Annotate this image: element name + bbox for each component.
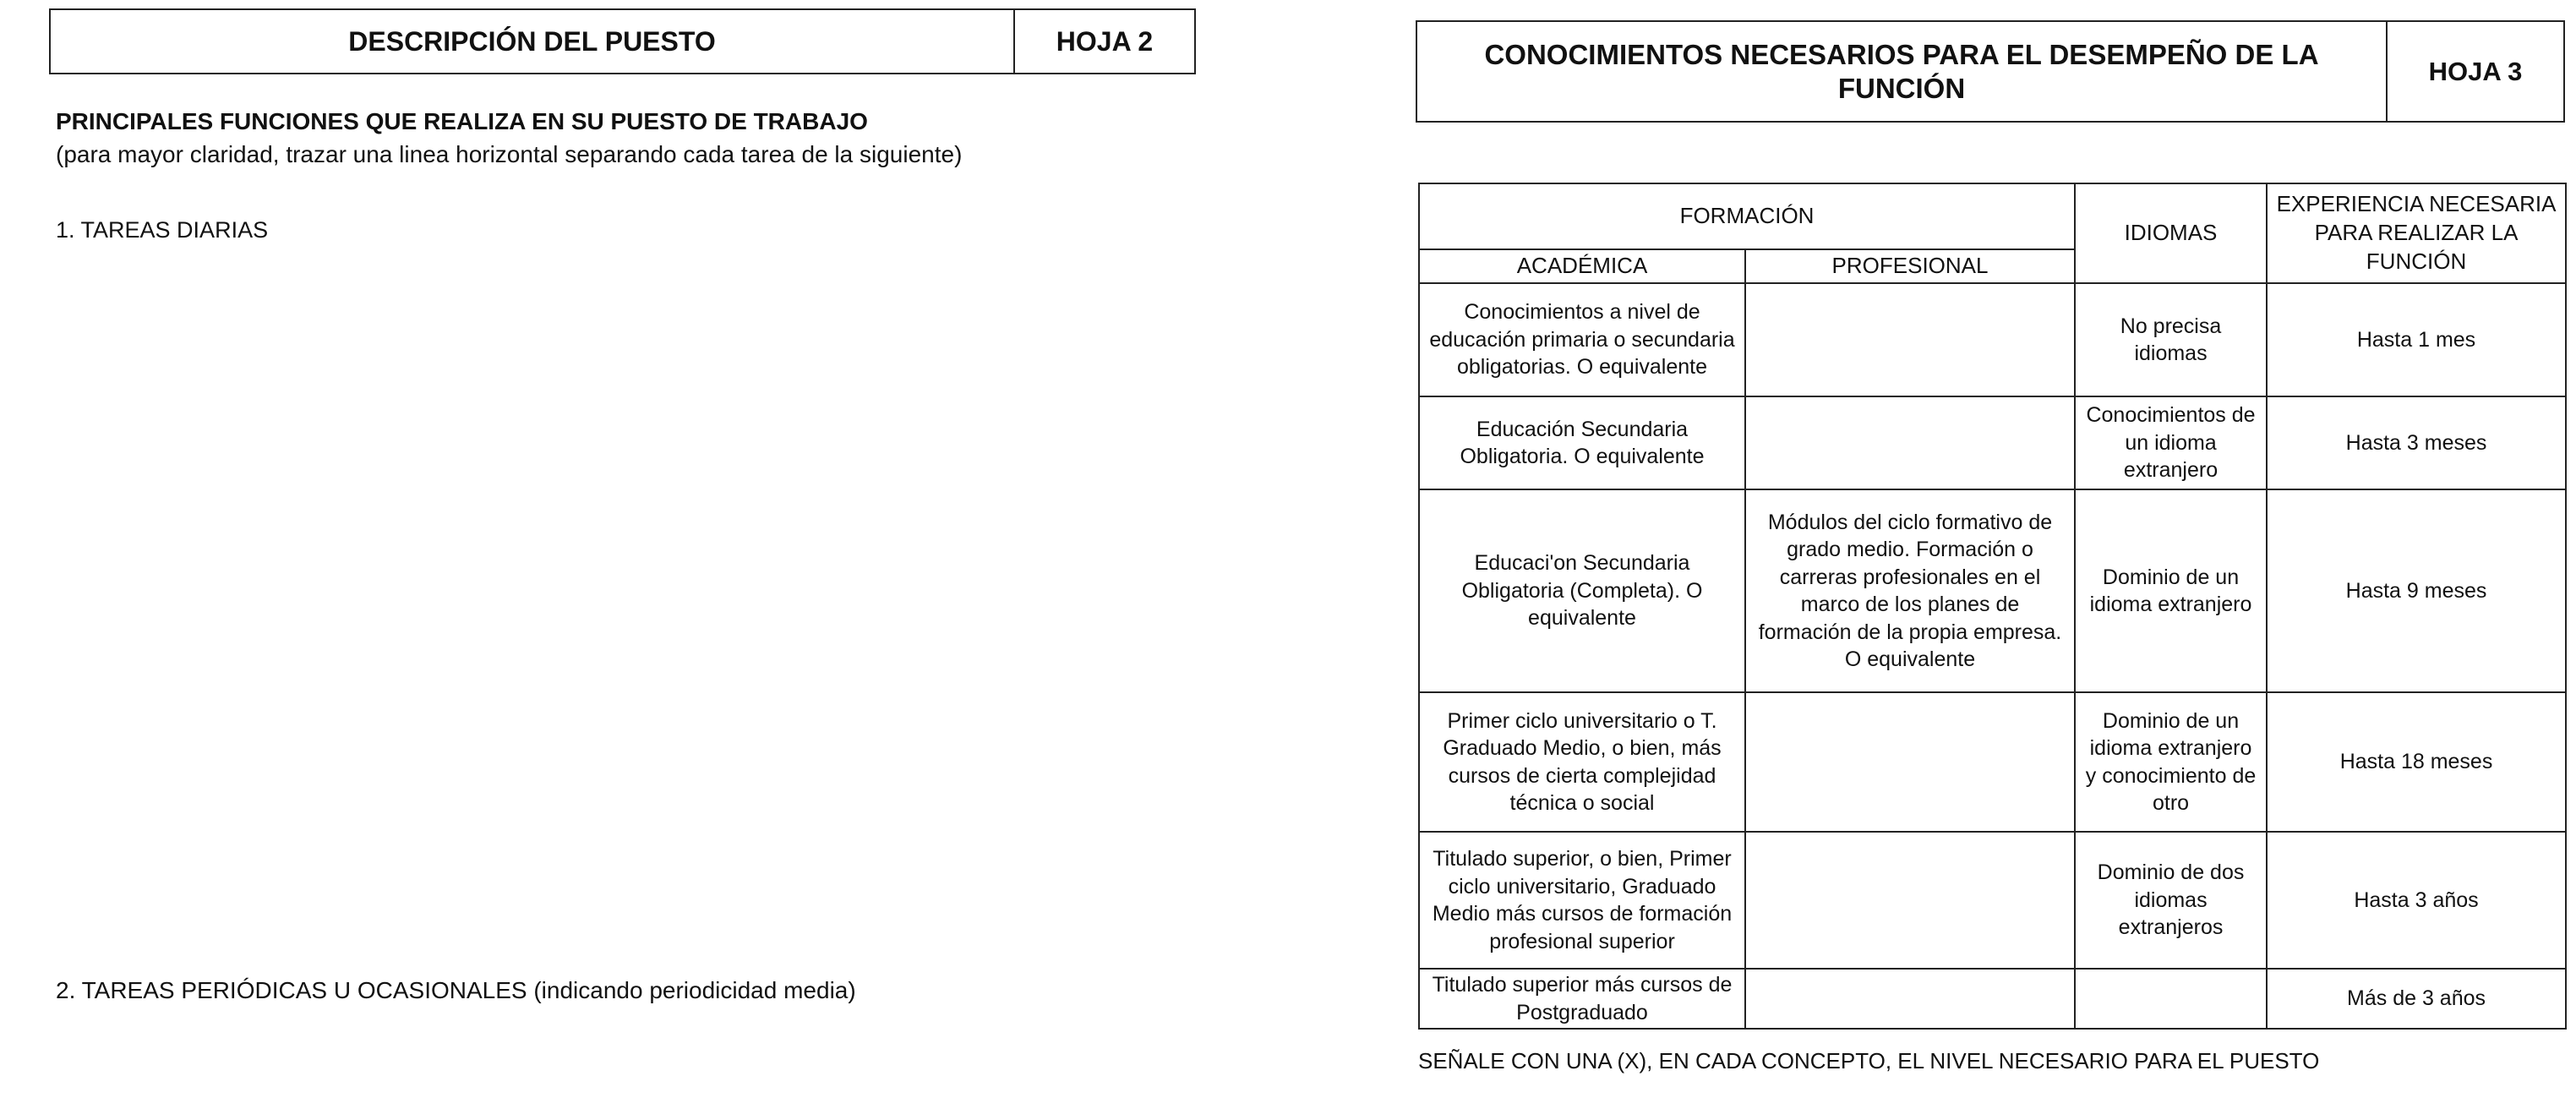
footer-note: SEÑALE CON UNA (X), EN CADA CONCEPTO, EL NIVEL NECESARIO PARA EL PUESTO xyxy=(1418,1048,2320,1073)
cell-idiomas[interactable]: Dominio de dos idiomas extranjeros xyxy=(2075,832,2267,969)
cell-academica[interactable]: Conocimientos a nivel de educación primaria o secundaria obligatorias. O equivalente xyxy=(1419,283,1745,396)
cell-academica[interactable]: Educaci'on Secundaria Obligatoria (Completa). O equivalente xyxy=(1419,489,1745,692)
cell-experiencia[interactable]: Hasta 3 meses xyxy=(2267,396,2566,489)
cell-profesional[interactable] xyxy=(1745,283,2075,396)
col-header-academica: ACADÉMICA xyxy=(1419,249,1745,283)
cell-profesional[interactable] xyxy=(1745,692,2075,832)
table-row xyxy=(1419,283,2566,396)
cell-idiomas[interactable]: Dominio de un idioma extranjero xyxy=(2075,489,2267,692)
hoja2-sheet-label: HOJA 2 xyxy=(1056,25,1154,57)
cell-profesional[interactable] xyxy=(1745,396,2075,489)
cell-idiomas[interactable]: Dominio de un idioma extranjero y conocimiento de otro xyxy=(2075,692,2267,832)
cell-profesional[interactable]: Módulos del ciclo formativo de grado medio. Formación o carreras profesionales en el marco de los planes de formación de la propia empresa. O equivalente xyxy=(1745,489,2075,692)
periodic-tasks-heading: 2. TAREAS PERIÓDICAS U OCASIONALES (indicando periodicidad media) xyxy=(56,977,856,1003)
cell-experiencia[interactable]: Hasta 3 años xyxy=(2267,832,2566,969)
table-row xyxy=(1419,489,2566,692)
col-header-formacion: FORMACIÓN xyxy=(1419,183,2075,249)
daily-tasks-heading: 1. TAREAS DIARIAS xyxy=(56,217,269,243)
functions-subtitle: (para mayor claridad, trazar una linea horizontal separando cada tarea de la siguiente) xyxy=(56,141,963,167)
cell-experiencia[interactable]: Hasta 9 meses xyxy=(2267,489,2566,692)
table-row xyxy=(1419,969,2566,1029)
knowledge-table xyxy=(1418,183,2567,1030)
cell-profesional[interactable] xyxy=(1745,969,2075,1029)
functions-title: PRINCIPALES FUNCIONES QUE REALIZA EN SU PUESTO DE TRABAJO xyxy=(56,108,868,134)
hoja3-sheet-label: HOJA 3 xyxy=(2428,56,2523,86)
cell-idiomas[interactable] xyxy=(2075,969,2267,1029)
cell-experiencia[interactable]: Más de 3 años xyxy=(2267,969,2566,1029)
hoja3-header xyxy=(1416,20,2565,123)
hoja2-header xyxy=(49,8,1196,74)
cell-experiencia[interactable]: Hasta 18 meses xyxy=(2267,692,2566,832)
cell-idiomas[interactable]: Conocimientos de un idioma extranjero xyxy=(2075,396,2267,489)
cell-experiencia[interactable]: Hasta 1 mes xyxy=(2267,283,2566,396)
table-row xyxy=(1419,396,2566,489)
cell-idiomas[interactable]: No precisa idiomas xyxy=(2075,283,2267,396)
hoja3-header-title: CONOCIMIENTOS NECESARIOS PARA EL DESEMPEÑO DE LA FUNCIÓN xyxy=(1417,22,2388,121)
cell-academica[interactable]: Primer ciclo universitario o T. Graduado Medio, o bien, más cursos de cierta complejidad técnica o social xyxy=(1419,692,1745,832)
hoja2-header-title: DESCRIPCIÓN DEL PUESTO xyxy=(51,10,1015,73)
cell-profesional[interactable] xyxy=(1745,832,2075,969)
cell-academica[interactable]: Educación Secundaria Obligatoria. O equivalente xyxy=(1419,396,1745,489)
cell-academica[interactable]: Titulado superior, o bien, Primer ciclo universitario, Graduado Medio más cursos de formación profesional superior xyxy=(1419,832,1745,969)
table-row xyxy=(1419,692,2566,832)
cell-academica[interactable]: Titulado superior más cursos de Postgraduado xyxy=(1419,969,1745,1029)
col-header-profesional: PROFESIONAL xyxy=(1745,249,2075,283)
table-row xyxy=(1419,832,2566,969)
col-header-idiomas: IDIOMAS xyxy=(2075,183,2267,283)
col-header-experiencia: EXPERIENCIA NECESARIA PARA REALIZAR LA FUNCIÓN xyxy=(2267,183,2566,283)
